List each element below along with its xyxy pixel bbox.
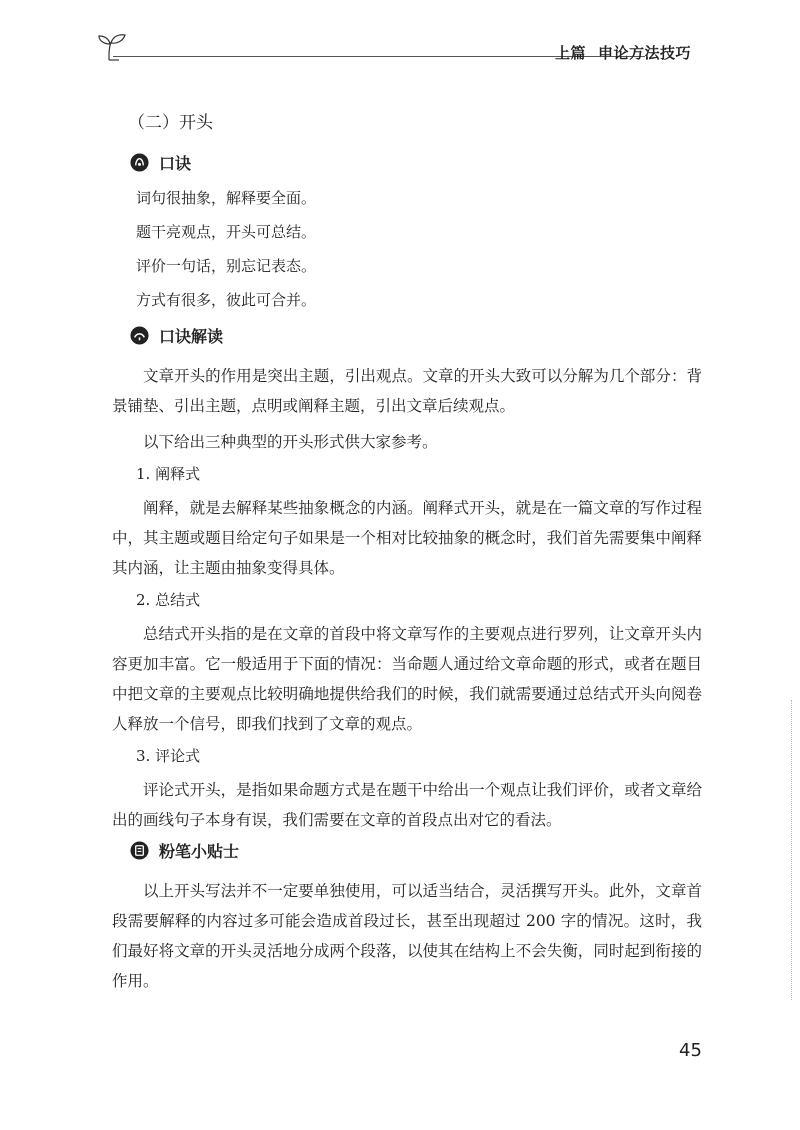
tips-heading [130,839,702,862]
verse-line: 评价一句话，别忘记表态。 [136,257,317,275]
item-label: 3. 评论式 [136,747,201,765]
koujue-heading [130,151,702,174]
verse-line: 词句很抽象，解释要全面。 [136,189,317,207]
page-header [95,26,705,66]
mnemonic-circle-icon [130,153,149,172]
koujue-heading-text: 口诀 [159,154,192,173]
item-label: 1. 阐释式 [136,465,201,483]
interpretation-circle-icon [130,326,149,345]
scan-edge [789,700,792,1000]
item-paragraph: 总结式开头指的是在文章的首段中将文章写作的主要观点进行罗列，让文章开头内容更加丰富。它一般适用于下面的情况：当命题人通过给文章命题的形式，或者在题目中把文章的主要观点比较明确地提供给我们的时候，我们就需要通过总结式开头向阅卷人释放一个信号，即我们找到了文章的观点。 [112,625,702,733]
tips-heading-text: 粉笔小贴士 [159,842,240,861]
verse-line: 题干亮观点，开头可总结。 [136,223,317,241]
jiedu-heading-text: 口诀解读 [159,327,224,346]
intro-paragraph: 以下给出三种典型的开头形式供大家参考。 [143,433,438,451]
tip-circle-icon [130,841,149,860]
item-paragraph: 评论式开头，是指如果命题方式是在题干中给出一个观点让我们评价，或者文章给出的画线句子本身有误，我们需要在文章的首段点出对它的看法。 [112,781,702,829]
item-paragraph: 阐释，就是去解释某些抽象概念的内涵。阐释式开头，就是在一篇文章的写作过程中，其主题或题目给定句子如果是一个相对比较抽象的概念时，我们首先需要集中阐释其内涵，让主题由抽象变得具体。 [112,499,702,577]
jiedu-heading [130,324,702,347]
page-number: 45 [679,1040,702,1061]
item-label: 2. 总结式 [136,591,201,609]
header-part: 上篇 [554,44,586,62]
sprout-icon [95,30,135,64]
tips-paragraph: 以上开头写法并不一定要单独使用，可以适当结合，灵活撰写开头。此外，文章首段需要解释的内容过多可能会造成首段过长，甚至出现超过 200 字的情况。这时，我们最好将文章的开头灵活地分成两个段落，以使其在结构上不会失衡，同时起到衔接的作用。 [112,882,702,990]
page-content [112,108,702,1002]
section-title: （二）开头 [128,113,213,133]
intro-paragraph: 文章开头的作用是突出主题，引出观点。文章的开头大致可以分解为几个部分：背景铺垫、引出主题，点明或阐释主题，引出文章后续观点。 [112,367,702,415]
running-header [555,42,691,63]
header-chapter: 申论方法技巧 [597,44,691,62]
verse-line: 方式有很多，彼此可合并。 [136,291,317,309]
